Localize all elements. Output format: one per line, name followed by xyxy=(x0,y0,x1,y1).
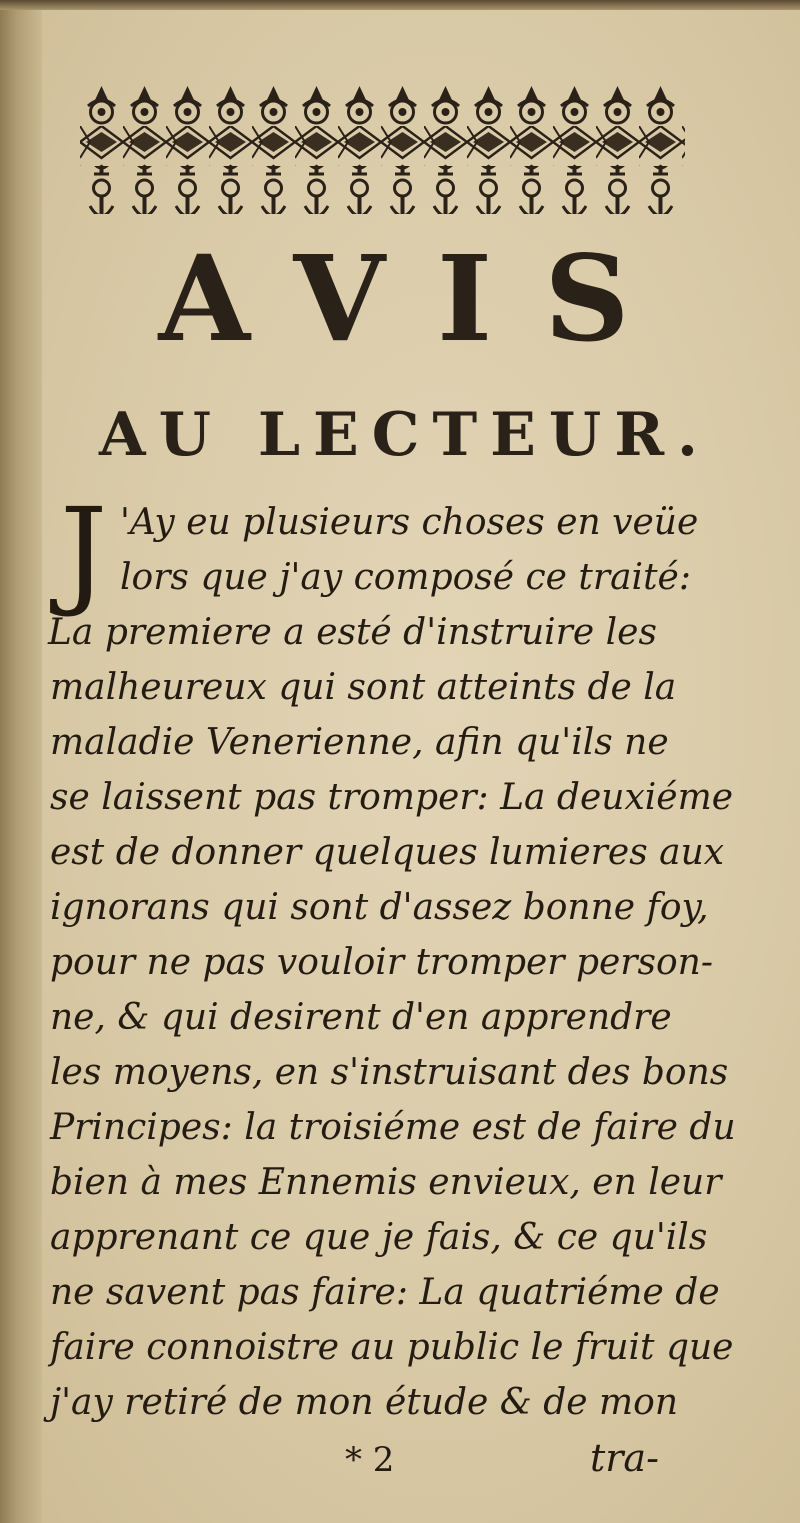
text-line: lors que j'ay composé ce traité: xyxy=(120,557,691,598)
text-line: pour ne pas vouloir tromper person- xyxy=(50,942,714,983)
text-line: malheureux qui sont atteints de la xyxy=(50,667,677,708)
drop-cap: J xyxy=(60,482,108,620)
text-line: apprenant ce que je fais, & ce qu'ils xyxy=(50,1217,708,1258)
page-subtitle: AU LECTEUR. xyxy=(99,400,711,470)
decorative-headpiece xyxy=(80,82,685,214)
text-line: La premiere a esté d'instruire les xyxy=(48,612,657,653)
signature-mark: * 2 xyxy=(345,1440,395,1480)
text-line: faire connoistre au public le fruit que xyxy=(50,1327,734,1368)
page-top-edge xyxy=(0,0,800,10)
text-line: les moyens, en s'instruisant des bons xyxy=(50,1052,729,1093)
text-line: ignorans qui sont d'assez bonne foy, xyxy=(50,887,709,928)
text-line: se laissent pas tromper: La deuxiéme xyxy=(50,777,734,818)
text-line: maladie Venerienne, afin qu'ils ne xyxy=(50,722,669,763)
page-gutter xyxy=(0,0,42,1523)
text-line: bien à mes Ennemis envieux, en leur xyxy=(50,1162,722,1203)
text-line: est de donner quelques lumieres aux xyxy=(50,832,725,873)
text-line: Principes: la troisiéme est de faire du xyxy=(50,1107,736,1148)
text-line: ne savent pas faire: La quatriéme de xyxy=(50,1272,720,1313)
catchword: tra- xyxy=(590,1436,659,1480)
text-line: 'Ay eu plusieurs choses en veüe xyxy=(120,502,699,543)
page-title: AVIS xyxy=(158,229,682,368)
text-line: ne, & qui desirent d'en apprendre xyxy=(50,997,672,1038)
text-line: j'ay retiré de mon étude & de mon xyxy=(50,1382,679,1423)
